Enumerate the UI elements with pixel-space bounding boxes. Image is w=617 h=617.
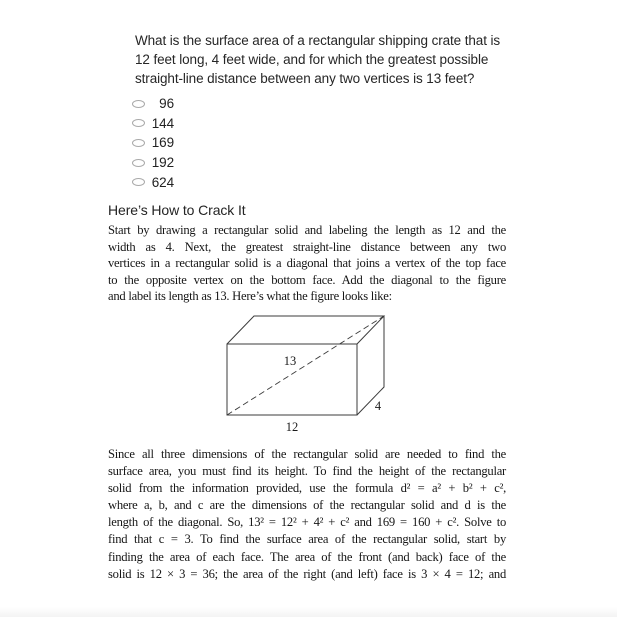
paragraph-line: Start by drawing a rectangular solid and labeling the length as 12 and the [108,223,506,237]
box-width-label: 4 [374,399,382,413]
explanation-paragraph-1 [108,222,506,305]
radio-button-icon[interactable] [132,100,145,108]
answer-choice-label[interactable]: 624 [151,174,174,190]
paragraph-line: length of the diagonal. So, 13² = 12² + 4² + c² and 169 = 160 + c². Solve to [108,515,506,530]
rectangular-solid-figure [225,308,397,440]
question-line: 12 feet long, 4 feet wide, and for which the greatest possible [135,52,489,67]
box-top-face [227,316,384,344]
question-line: What is the surface area of a rectangular shipping crate that is [135,33,501,48]
paragraph-line: solid from the information provided, use the formula d² = a² + b² + c², [108,481,506,496]
paragraph-line: finding the area of each face. The area of the front (and back) face of the [108,549,506,564]
paragraph-line: surface area, you must find its height. To find the height of the rectangular [108,464,506,479]
answer-choice-192[interactable] [132,153,174,173]
radio-button-icon[interactable] [132,178,145,186]
answer-choice-label[interactable]: 192 [151,155,174,171]
answer-choice-169[interactable] [132,133,174,153]
explanation-paragraph-2 [108,446,506,583]
question-text [135,31,555,88]
diagonal-dashed-line [227,316,384,415]
paragraph-line: and label its length as 13. Here’s what the figure looks like: [108,289,392,303]
paragraph-line: vertices in a rectangular solid is a diagonal that joins a vertex of the top face [108,256,506,270]
paragraph-line: to the opposite vertex on the bottom face. Add the diagonal to the figure [108,272,506,287]
radio-button-icon[interactable] [132,139,145,147]
radio-button-icon[interactable] [132,119,145,127]
diagonal-length-label: 13 [283,354,297,368]
answer-choice-96[interactable] [132,94,174,114]
paragraph-line: find that c = 3. To find the surface area of the rectangular solid, start by [108,532,506,547]
question-line: straight-line distance between any two vertices is 13 feet? [135,71,475,86]
box-length-label: 12 [285,420,299,434]
answer-choices [132,94,174,192]
paragraph-line: Since all three dimensions of the rectangular solid are needed to find the [108,447,506,461]
answer-choice-144[interactable] [132,114,174,134]
answer-choice-label[interactable]: 96 [159,96,174,112]
answer-choice-label[interactable]: 169 [151,135,174,151]
paragraph-line: solid is 12 × 3 = 36; the area of the right (and left) face is 3 × 4 = 12; and [108,566,506,581]
radio-button-icon[interactable] [132,159,145,167]
answer-choice-label[interactable]: 144 [151,115,174,131]
paragraph-line: width as 4. Next, the greatest straight-line distance between any two [108,239,506,254]
section-heading: Here’s How to Crack It [108,202,246,218]
answer-choice-624[interactable] [132,172,174,192]
paragraph-line: where a, b, and c are the dimensions of the rectangular solid and d is the [108,498,506,513]
